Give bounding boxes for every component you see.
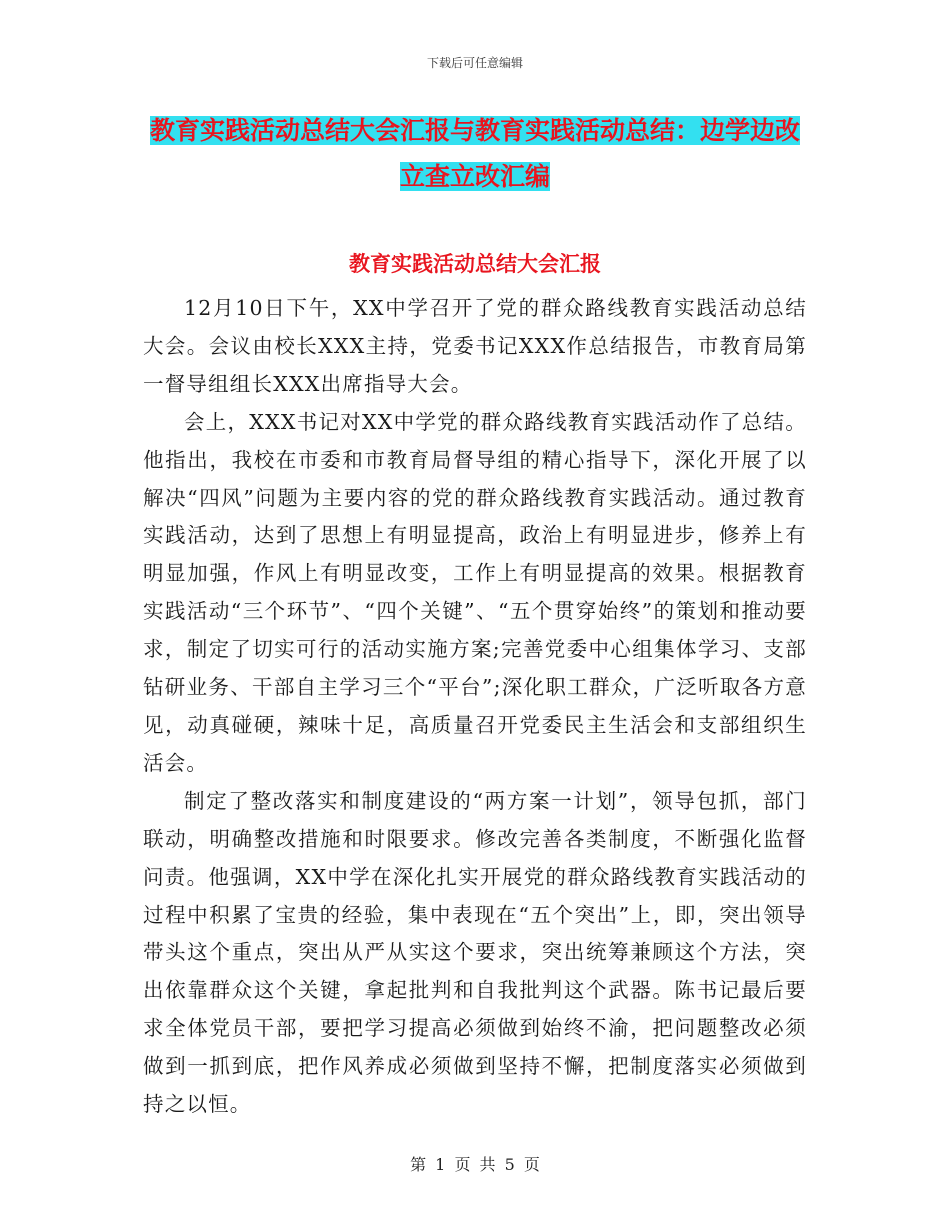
page-number: 第 1 页 共 5 页	[410, 1155, 540, 1174]
section-title: 教育实践活动总结大会汇报	[349, 251, 601, 276]
page-header-note: 下载后可任意编辑	[426, 56, 523, 70]
paragraph: 制定了整改落实和制度建设的“两方案一计划”，领导包抓，部门联动，明确整改措施和时限要求。修改完善各类制度，不断强化监督问责。他强调，XX中学在深化扎实开展党的群众路线教育实践活动的过程中积累了宝贵的经验，集中表现在“五个突出”上，即，突出领导带头这个重点，突出从严从实这个要求，突出统筹兼顾这个方法，突出依靠群众这个关键，拿起批判和自我批判这个武器。陈书记最后要求全体党员干部，要把学习提高必须做到始终不渝，把问题整改必须做到一抓到底，把作风养成必须做到坚持不懈，把制度落实必须做到持之以恒。	[143, 788, 807, 1117]
document-title	[140, 108, 810, 200]
document-title-text: 教育实践活动总结大会汇报与教育实践活动总结：边学边改立查立改汇编	[149, 116, 800, 191]
paragraph: 12月10日下午，XX中学召开了党的群众路线教育实践活动总结大会。会议由校长XXX主持，党委书记XXX作总结报告，市教育局第一督导组组长XXX出席指导大会。	[143, 296, 807, 396]
paragraph: 会上，XXX书记对XX中学党的群众路线教育实践活动作了总结。他指出，我校在市委和市教育局督导组的精心指导下，深化开展了以解决“四风”问题为主要内容的党的群众路线教育实践活动。通过教育实践活动，达到了思想上有明显提高，政治上有明显进步，修养上有明显加强，作风上有明显改变，工作上有明显提高的效果。根据教育实践活动“三个环节”、“四个关键”、“五个贯穿始终”的策划和推动要求，制定了切实可行的活动实施方案;完善党委中心组集体学习、支部钻研业务、干部自主学习三个“平台”;深化职工群众，广泛听取各方意见，动真碰硬，辣味十足，高质量召开党委民主生活会和支部组织生活会。	[143, 409, 807, 775]
document-body	[143, 290, 807, 1124]
